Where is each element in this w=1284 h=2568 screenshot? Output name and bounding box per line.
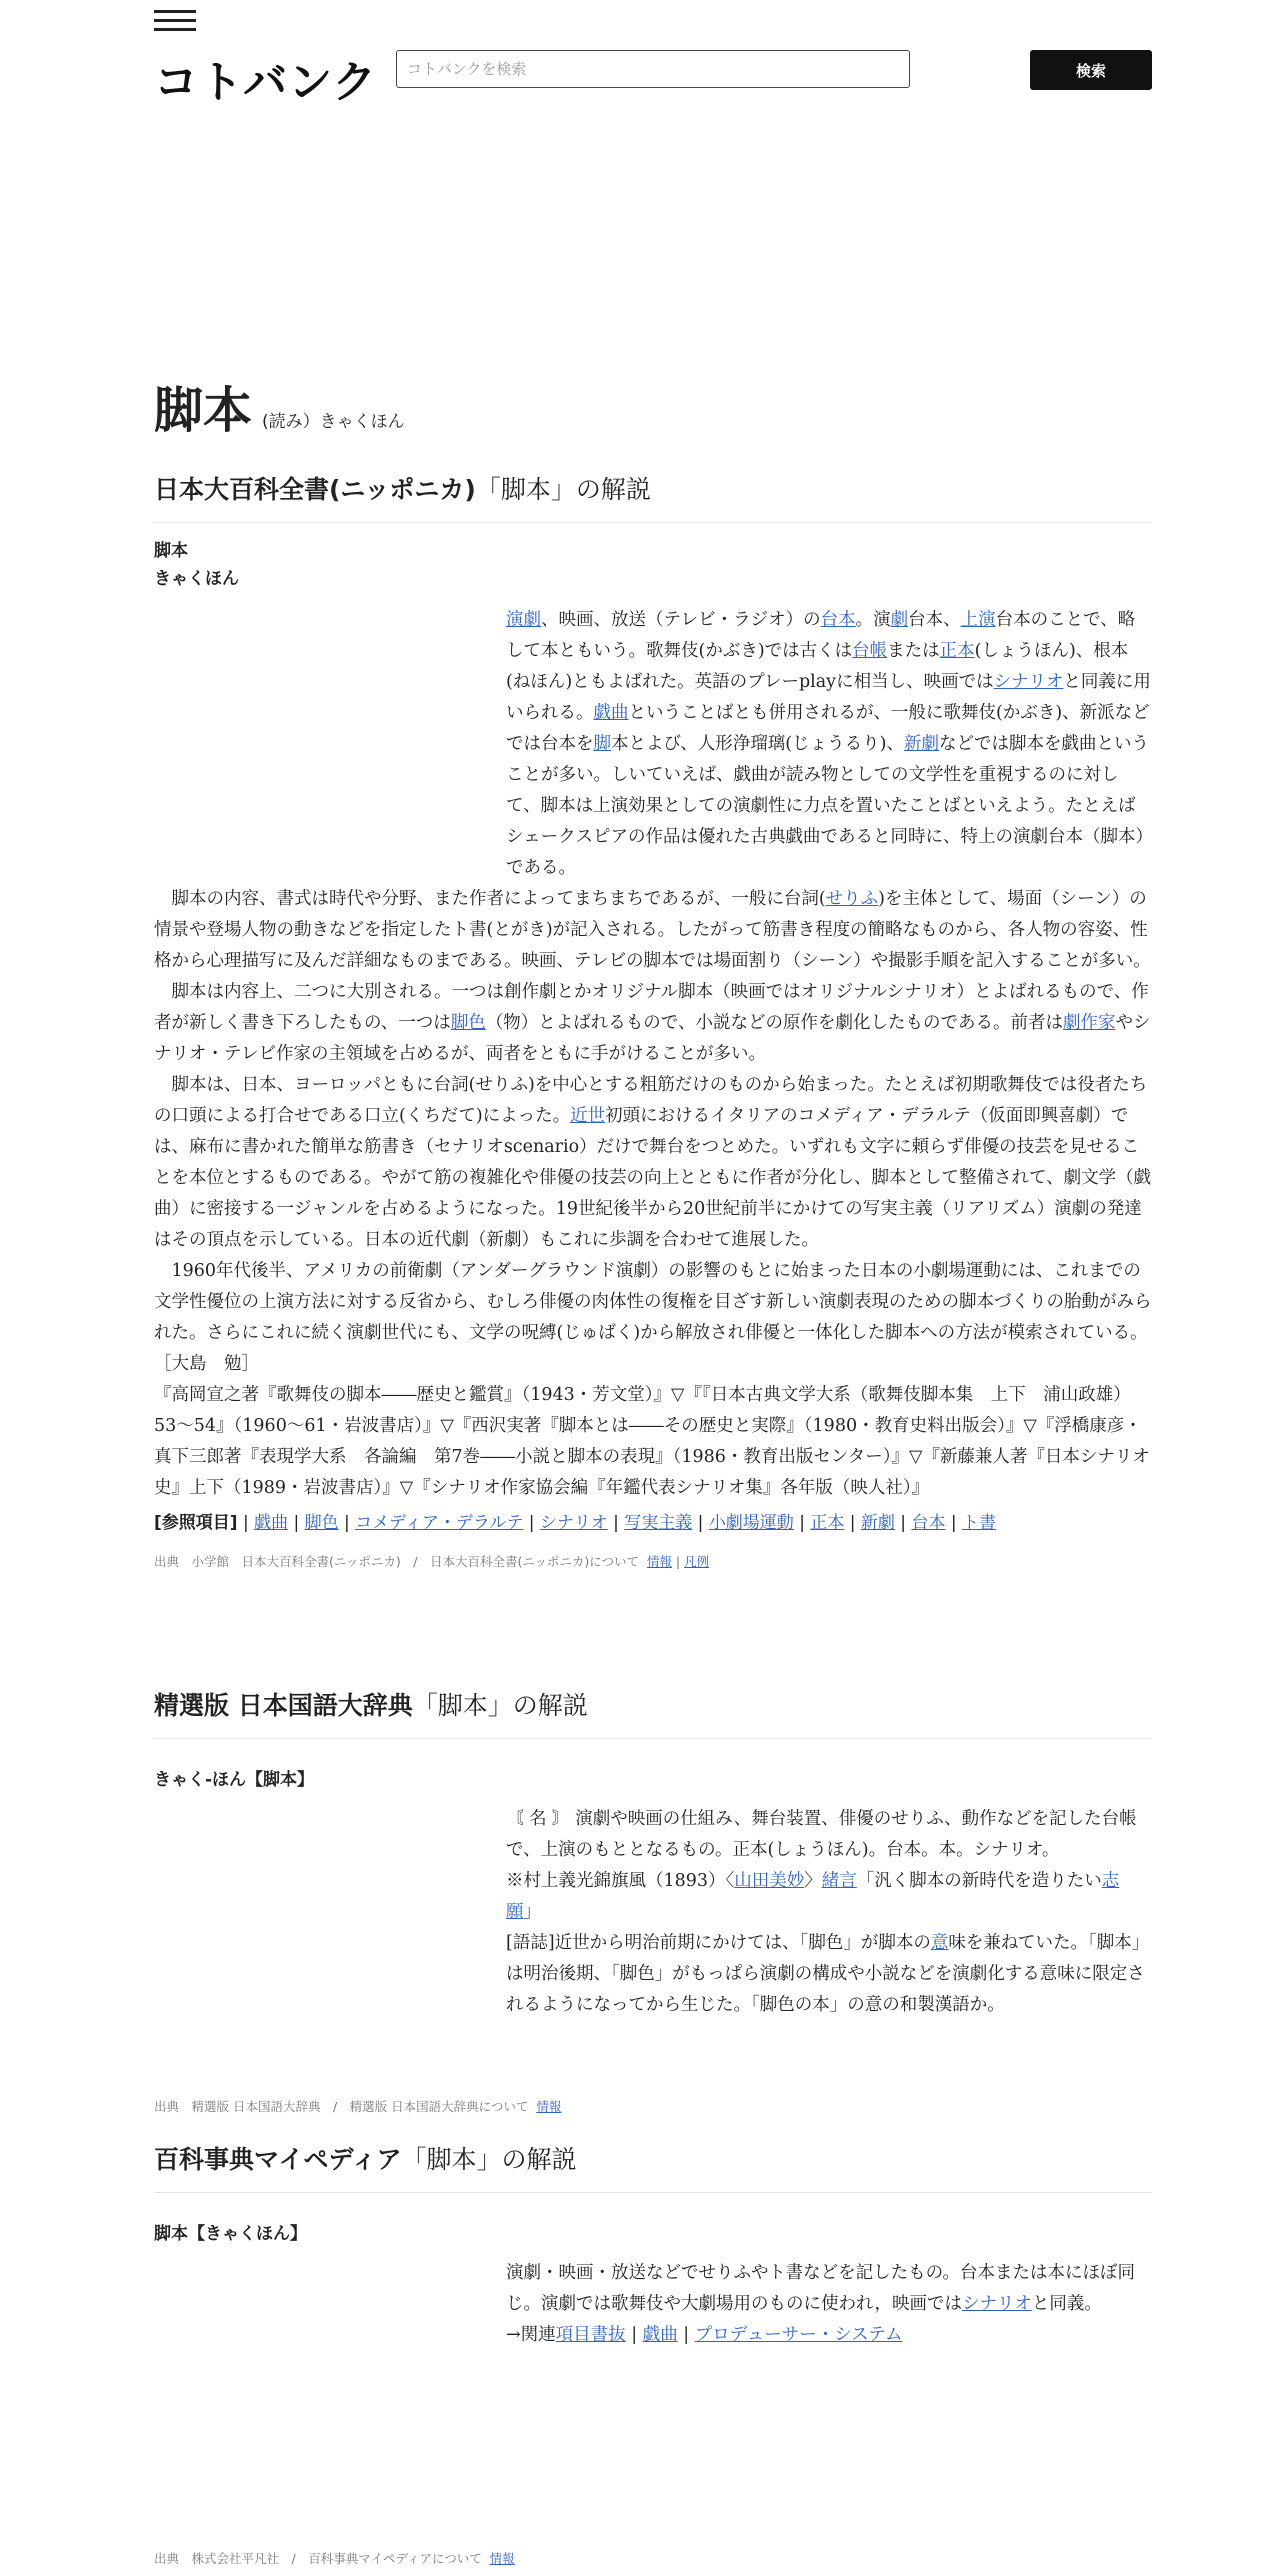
source-info-link[interactable]: 情報 (646, 1554, 672, 1569)
link-daihon[interactable]: 台本 (820, 610, 856, 630)
author: ［大島 勉］ (154, 1354, 259, 1374)
link-engeki[interactable]: 演劇 (506, 610, 541, 630)
reference-link[interactable]: コメディア・デラルテ (355, 1513, 524, 1533)
link-kyaku[interactable]: 脚 (593, 734, 611, 754)
link-shohon[interactable]: 正本 (939, 641, 975, 661)
link-scenario[interactable]: シナリオ (962, 2294, 1032, 2314)
section-heading: 日本大百科全書(ニッポニカ)「脚本」の解説 (154, 470, 1152, 523)
paragraph: 演劇、映画、放送（テレビ・ラジオ）の台本。演劇台本、上演台本のことで、略して本ともいう。歌舞伎(かぶき)では古くは台帳または正本(しょうほん)、根本(ねほん)ともよばれた。英語のプレーplayに相当し、映画ではシナリオと同義に用いられる。戯曲ということばとも併用されるが、一般に歌舞伎(かぶき)、新派などでは台本を脚本とよび、人形浄瑠璃(じょうるり)、新劇などでは脚本を戯曲ということが多い。しいていえば、戯曲が読み物としての文学性を重視するのに対して、脚本は上演効果としての演劇性に力点を置いたことばといえよう。たとえばシェークスピアの作品は優れた古典戯曲であると同時に、特上の演劇台本（脚本）である。 (506, 610, 1151, 878)
page-title (154, 372, 405, 442)
site-logo[interactable]: コトバンク (154, 57, 378, 108)
link-kinsei[interactable]: 近世 (570, 1106, 606, 1126)
reference-items: [参照項目] | 戯曲 | 脚色 | コメディア・デラルテ | シナリオ | 写実主義 | 小劇場運動 | 正本 | 新劇 | 台本 | ト書 (154, 1513, 996, 1533)
link-shigan[interactable]: 志願 (506, 1871, 1120, 1922)
definition: 〘 名 〙 演劇や映画の仕組み、舞台装置、俳優のせりふ、動作などを記した台帳で、上演のもととなるもの。正本(しょうほん)。台本。本。シナリオ。 (506, 1809, 1137, 1860)
page-title-reading: (読み）きゃくほん (262, 412, 405, 432)
usage-note: [語誌]近世から明治前期にかけては、「脚色」が脚本の意味を兼ねていた。「脚本」は明治後期、「脚色」がもっぱら演劇の構成や小説などを演劇化する意味に限定されるようになってから生じた。「脚色の本」の意の和製漢語か。 (506, 1933, 1150, 2015)
link-gekisakka[interactable]: 劇作家 (1062, 1013, 1116, 1033)
headword: きゃく-ほん【脚本】 (154, 1770, 315, 1790)
section-daijisen (154, 1686, 1152, 2115)
source-line: 出典 株式会社平凡社 / 百科事典マイペディアについて 情報 (154, 2551, 515, 2566)
related-link[interactable]: プロデューサー・システム (694, 2325, 903, 2345)
link-gikyoku[interactable]: 戯曲 (593, 703, 629, 723)
reference-link[interactable]: 脚色 (304, 1513, 339, 1533)
paragraph: 脚本は内容上、二つに大別される。一つは創作劇とかオリジナル脚本（映画ではオリジナルシナリオ）とよばれるもので、作者が新しく書き下ろしたもの、一つは脚色（物）とよばれるもので、小説などの原作を劇化したものである。前者は劇作家やシナリオ・テレビ作家の主領域を占めるが、両者をともに手がけることが多い。 (154, 982, 1151, 1064)
section-mypedia (154, 2140, 1152, 2567)
source-info-link[interactable]: 情報 (489, 2551, 515, 2566)
reference-link[interactable]: 小劇場運動 (708, 1513, 794, 1533)
reference-link[interactable]: 台本 (911, 1513, 946, 1533)
menu-icon[interactable] (154, 10, 196, 32)
link-shogen[interactable]: 緒言 (821, 1871, 857, 1891)
reference-link[interactable]: 正本 (810, 1513, 845, 1533)
search-input[interactable] (396, 50, 910, 88)
source-legend-link[interactable]: 凡例 (684, 1554, 710, 1569)
reference-link[interactable]: ト書 (962, 1513, 996, 1533)
paragraph: 脚本は、日本、ヨーロッパともに台詞(せりふ)を中心とする粗筋だけのものから始まった。たとえば初期歌舞伎では役者たちの口頭による打合せである口立(くちだて)によった。近世初頭におけるイタリアのコメディア・デラルテ（仮面即興喜劇）では、麻布に書かれた簡単な筋書き（セナリオscenario）だけで舞台をつとめた。いずれも文字に頼らず俳優の技芸を見せることを本位とするものである。やがて筋の複雑化や俳優の技芸の向上とともに作者が分化し、脚本として整備されて、劇文学（戯曲）に密接する一ジャンルを占めるようになった。19世紀後半から20世紀前半にかけての写実主義（リアリズム）演劇の発達はその頂点を示している。日本の近代劇（新劇）もこれに歩調を合わせて進展した。 (154, 1075, 1152, 1250)
reference-label: [参照項目] (154, 1513, 238, 1533)
definition-block (506, 1804, 1152, 2021)
entry-title: 脚本 (154, 541, 188, 561)
reference-link[interactable]: 写実主義 (624, 1513, 693, 1533)
source-line: 出典 精選版 日本国語大辞典 / 精選版 日本国語大辞典について 情報 (154, 2099, 562, 2114)
bibliography: 『高岡宣之著『歌舞伎の脚本――歴史と鑑賞』（1943・芳文堂）』▽『『日本古典文学大系（歌舞伎脚本集 上下 浦山政雄）53～54』（1960～61・岩波書店）』▽『西沢実著『脚本とは――その歴史と実際』（1980・教育史料出版会）』▽『浮橋康彦・真下三郎著『表現学大系 各論編 第7巻――小説と脚本の表現』（1986・教育出版センター）』▽『新藤兼人著『日本シナリオ史』上下（1989・岩波書店）』▽『シナリオ作家協会編『年鑑代表シナリオ集』各年版（映人社）』 (154, 1385, 1150, 1498)
page-title-word: 脚本 (154, 382, 253, 439)
definition: 演劇・映画・放送などでせりふやト書などを記したもの。台本または本にほぼ同じ。演劇では歌舞伎や大劇場用のものに使われ，映画ではシナリオと同義。 (506, 2263, 1135, 2314)
ad-space (154, 110, 1152, 360)
source-info-link[interactable]: 情報 (536, 2099, 562, 2114)
section-heading: 精選版 日本国語大辞典「脚本」の解説 (154, 1686, 1152, 1739)
link-daicho[interactable]: 台帳 (852, 641, 888, 661)
source-line: 出典 小学館 日本大百科全書(ニッポニカ) / 日本大百科全書(ニッポニカ)について 情報 | 凡例 (154, 1554, 710, 1569)
reference-link[interactable]: 新劇 (860, 1513, 895, 1533)
related-link[interactable]: 戯曲 (642, 2325, 678, 2345)
section-nipponica (154, 470, 1152, 1570)
link-kyakushoku[interactable]: 脚色 (450, 1013, 486, 1033)
entry-body (154, 605, 1152, 1504)
entry-reading: きゃくほん (154, 569, 239, 589)
paragraph: 脚本の内容、書式は時代や分野、また作者によってまちまちであるが、一般に台詞(せりふ)を主体として、場面（シーン）の情景や登場人物の動きなどを指定したト書(とがき)が記入される。したがって筋書き程度の簡略なものから、各人物の容姿、性格から心理描写に及んだ詳細なものまである。映画、テレビの脚本では場面割り（シーン）や撮影手順を記入することが多い。 (154, 889, 1151, 971)
link-yamada-bimyo[interactable]: 山田美妙 (734, 1871, 805, 1891)
link-i[interactable]: 意 (930, 1933, 949, 1953)
reference-link[interactable]: 戯曲 (254, 1513, 289, 1533)
section-heading: 百科事典マイペディア「脚本」の解説 (154, 2140, 1152, 2193)
headword: 脚本【きゃくほん】 (154, 2224, 307, 2244)
link-scenario[interactable]: シナリオ (993, 672, 1064, 692)
link-geki[interactable]: 劇 (890, 610, 909, 630)
example: ※村上義光錦旗風（1893）〈山田美妙〉緒言「汎く脚本の新時代を造りたい志願」 (506, 1871, 1120, 1922)
link-shingeki[interactable]: 新劇 (903, 734, 939, 754)
related-items: →関連項目書抜 | 戯曲 | プロデューサー・システム (506, 2325, 903, 2345)
link-joen[interactable]: 上演 (960, 610, 996, 630)
float-spacer (154, 605, 506, 875)
definition-block (506, 2258, 1152, 2351)
link-serifu[interactable]: せりふ (825, 889, 879, 909)
related-link[interactable]: 項目書抜 (555, 2325, 626, 2345)
paragraph: 1960年代後半、アメリカの前衛劇（アンダーグラウンド演劇）の影響のもとに始まった日本の小劇場運動には、これまでの文学性優位の上演方法に対する反省から、むしろ俳優の肉体性の復権を目ざす新しい演劇表現のための脚本づくりの胎動がみられた。さらにこれに続く演劇世代にも、文学の呪縛(じゅばく)から解放され俳優と一体化した脚本への方法が模索されている。 (154, 1261, 1152, 1343)
reference-link[interactable]: シナリオ (539, 1513, 608, 1533)
search-button[interactable]: 検索 (1030, 50, 1152, 90)
